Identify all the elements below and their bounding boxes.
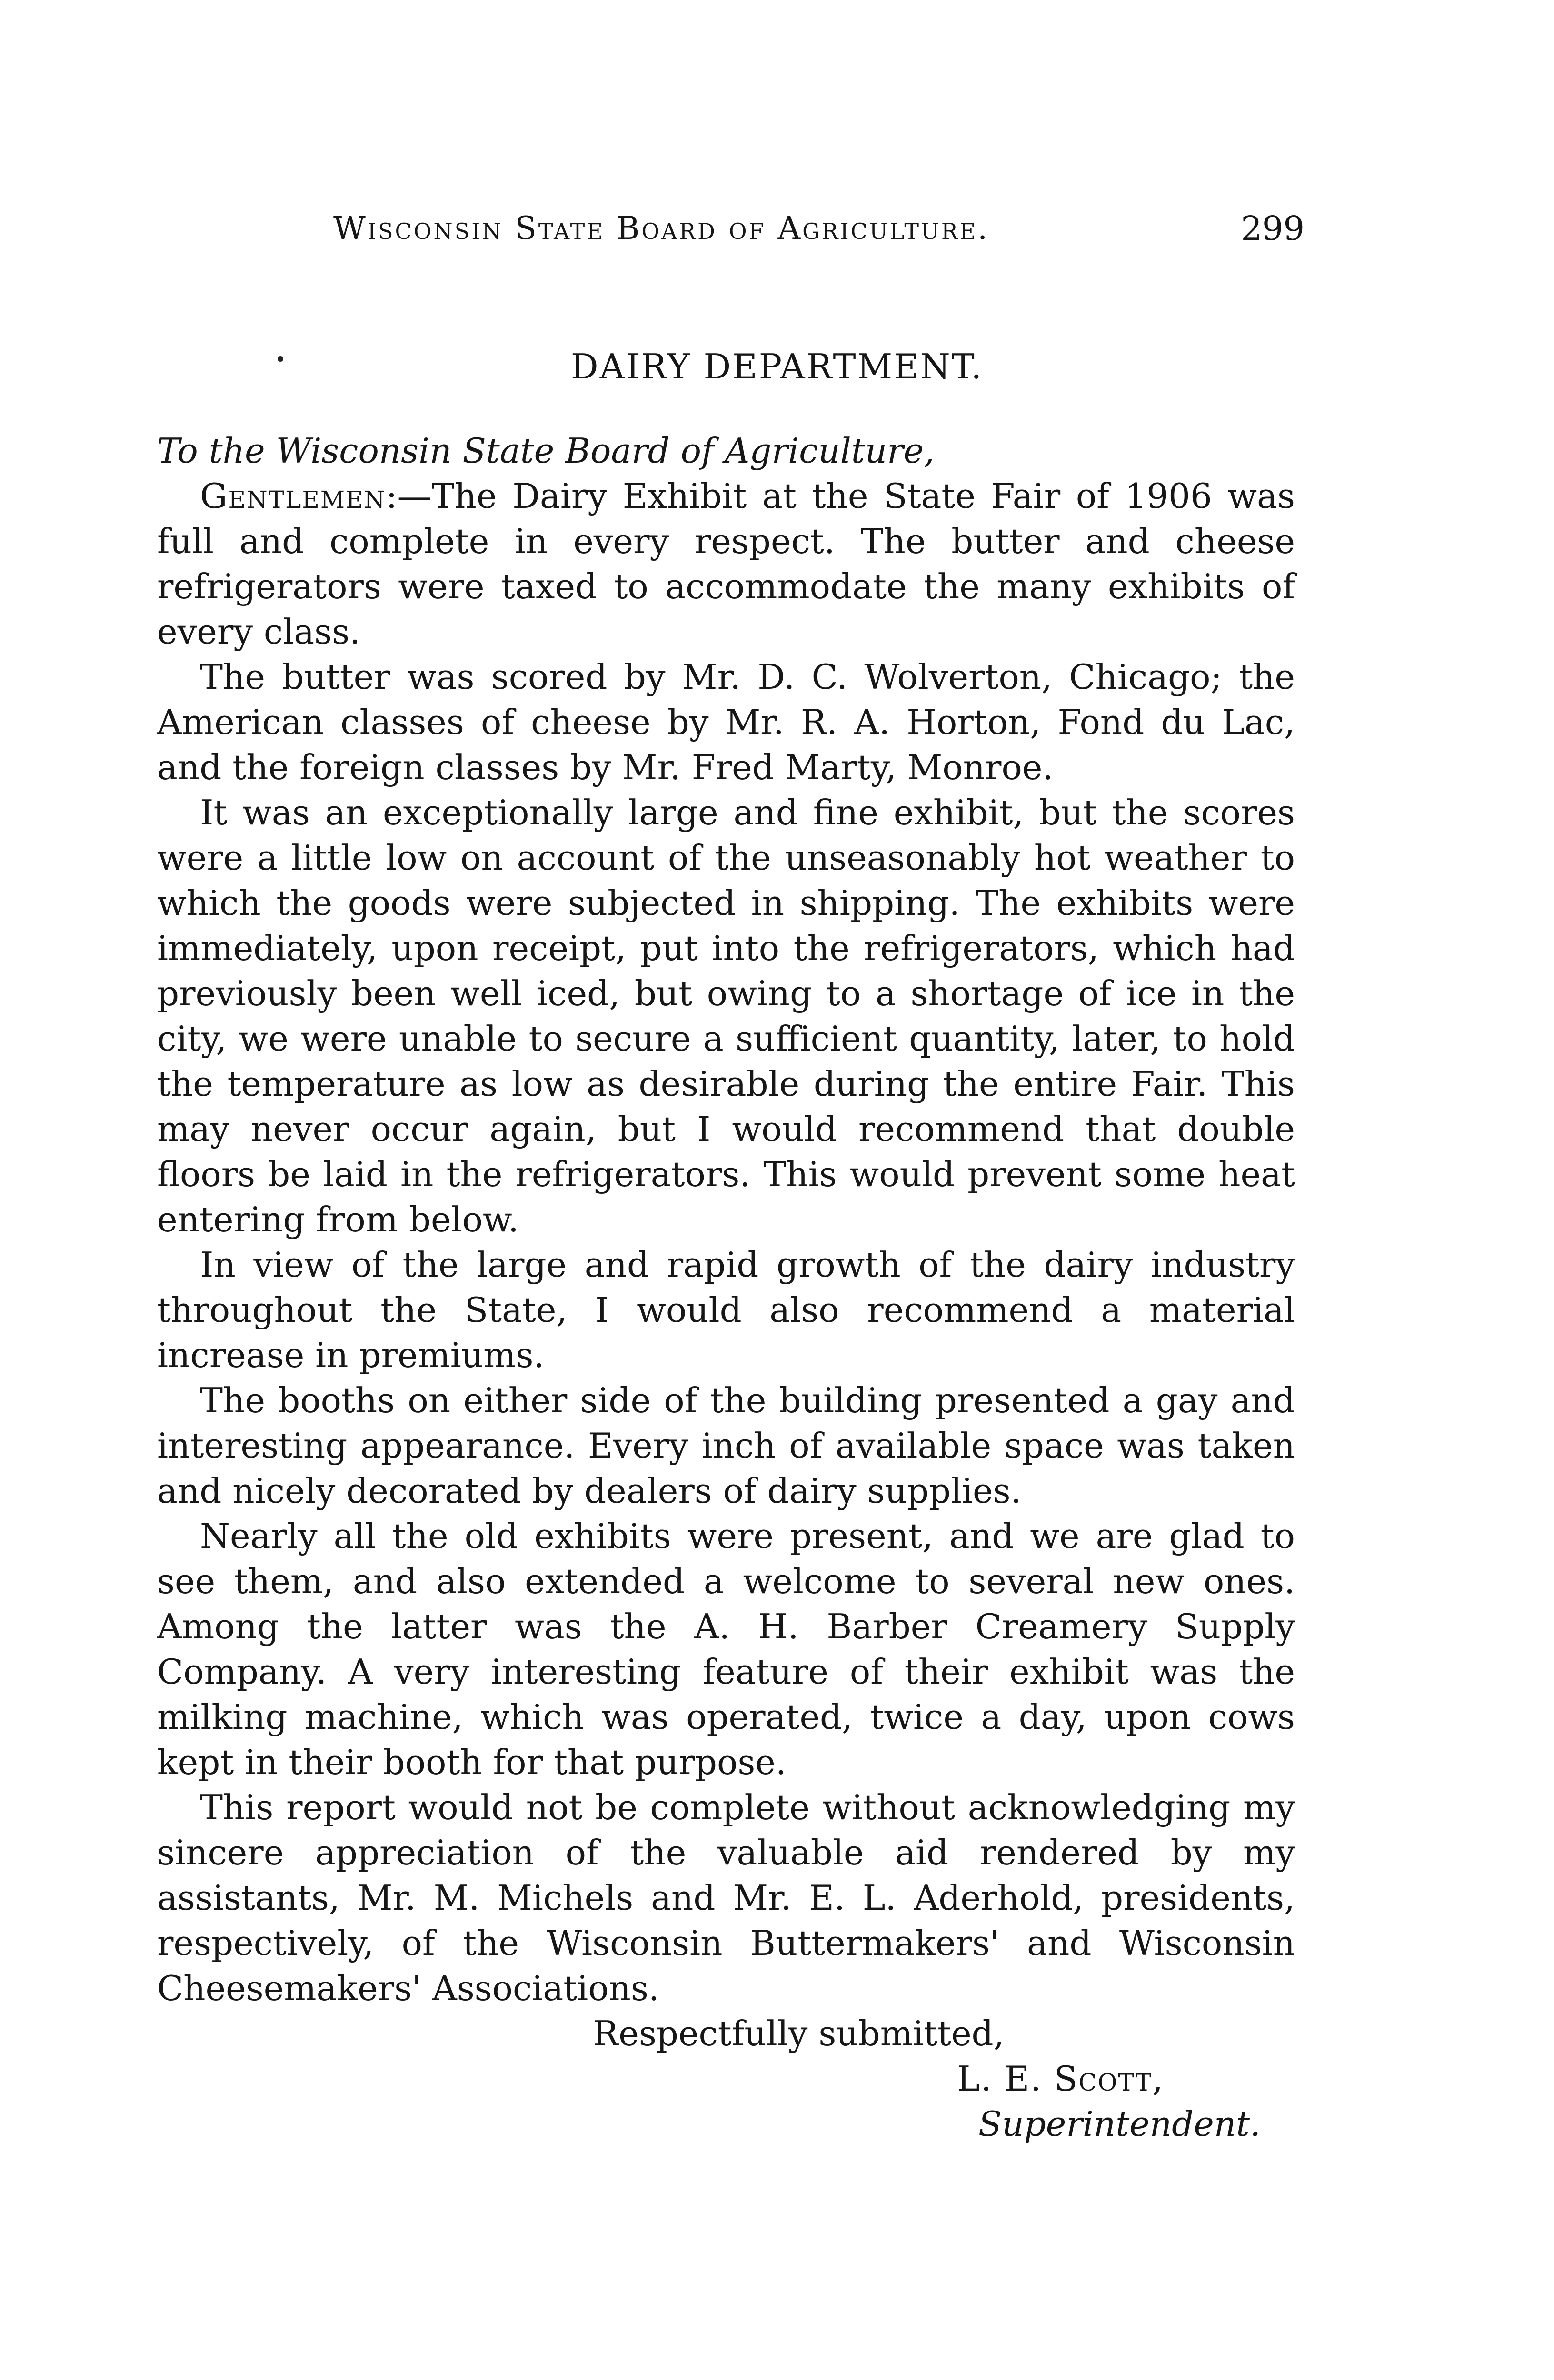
paragraph-1-text: :—The Dairy Exhibit at the State Fair of 1906 was full and complete in every respect. The butter and cheese refrigerators were taxed to accommodate the many exhibits of every class. bbox=[157, 476, 1295, 652]
report-body bbox=[157, 428, 1295, 2154]
paragraph-1 bbox=[157, 474, 1295, 654]
paragraph-3: It was an exceptionally large and fine exhibit, but the scores were a little low on account of the unseasonably hot weather to which the goods were subjected in shipping. The exhibits were immediately, upon receipt, put into the refrigerators, which had previously been well iced, but owing to a shortage of ice in the city, we were unable to secure a sufficient quantity, later, to hold the temperature as low as desirable during the entire Fair. This may never occur again, but I would recommend that double floors be laid in the refrigerators. This would prevent some heat entering from below. bbox=[157, 793, 1295, 1240]
closing-line: Respectfully submitted, bbox=[593, 2013, 1005, 2053]
signatory-title: Superintendent. bbox=[978, 2104, 1261, 2144]
salutation: To the Wisconsin State Board of Agriculture, bbox=[157, 431, 935, 471]
salutation-lead: Gentlemen bbox=[200, 476, 386, 516]
section-title: DAIRY DEPARTMENT. bbox=[570, 347, 984, 387]
paragraph-4: In view of the large and rapid growth of the dairy industry throughout the State, I would also recommend a material increase in premiums. bbox=[157, 1245, 1295, 1375]
paragraph-6: Nearly all the old exhibits were present, and we are glad to see them, and also extended a welcome to several new ones. Among the latter was the A. H. Barber Creamery Supply Company. A very interesting feature of their exhibit was the milking machine, which was operated, twice a day, upon cows kept in their booth for that purpose. bbox=[157, 1516, 1295, 1782]
running-title: Wisconsin State Board of Agriculture. bbox=[333, 210, 990, 247]
closing-block bbox=[157, 2011, 1295, 2154]
signatory-name: L. E. Scott, bbox=[957, 2059, 1165, 2099]
page-number: 299 bbox=[1241, 209, 1305, 248]
paragraph-7: This report would not be complete without acknowledging my sincere appreciation of the valuable aid rendered by my assistants, Mr. M. Michels and Mr. E. L. Aderhold, presidents, respectively, of the Wisconsin Buttermakers' and Wisconsin Cheesemakers' Associations. bbox=[157, 1787, 1295, 2008]
paragraph-2: The butter was scored by Mr. D. C. Wolverton, Chicago; the American classes of cheese by Mr. R. A. Horton, Fond du Lac, and the foreign classes by Mr. Fred Marty, Monroe. bbox=[157, 657, 1295, 787]
paragraph-5: The booths on either side of the building presented a gay and interesting appearance. Every inch of available space was taken and nicely decorated by dealers of dairy supplies. bbox=[157, 1380, 1295, 1511]
running-header bbox=[333, 200, 1305, 257]
